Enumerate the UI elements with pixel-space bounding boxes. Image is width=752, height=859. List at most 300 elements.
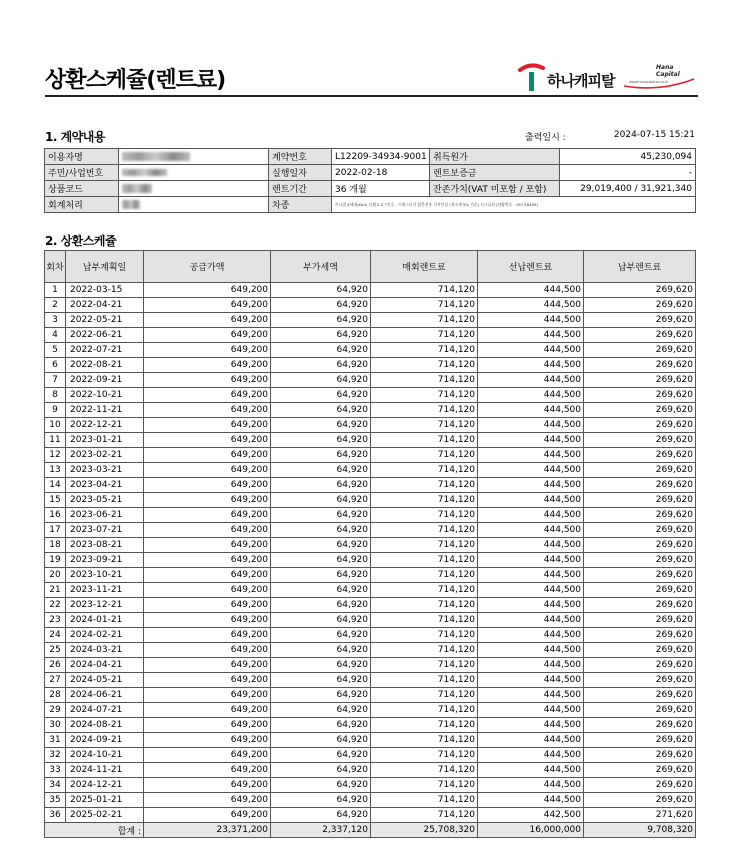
cell-prepaid: 444,500: [478, 283, 584, 298]
cell-payable: 269,620: [584, 433, 696, 448]
vehicle-label: 차종: [269, 197, 332, 213]
cell-supply: 649,200: [144, 538, 271, 553]
cell-rent: 714,120: [371, 433, 478, 448]
cell-vat: 64,920: [271, 538, 371, 553]
cell-supply: 649,200: [144, 478, 271, 493]
acq-cost-value: 45,230,094: [560, 149, 696, 165]
cell-prepaid: 444,500: [478, 328, 584, 343]
cell-prepaid: 444,500: [478, 418, 584, 433]
cell-due-date: 2025-01-21: [66, 793, 144, 808]
cell-due-date: 2023-06-21: [66, 508, 144, 523]
cell-payable: 269,620: [584, 643, 696, 658]
customer-name-redacted: [119, 149, 269, 165]
table-row: [45, 538, 696, 553]
cell-round: 21: [45, 583, 66, 598]
cell-due-date: 2022-12-21: [66, 418, 144, 433]
cell-supply: 649,200: [144, 778, 271, 793]
cell-round: 10: [45, 418, 66, 433]
cell-supply: 649,200: [144, 613, 271, 628]
repayment-schedule-table: [44, 250, 696, 838]
cell-supply: 649,200: [144, 628, 271, 643]
cell-prepaid: 444,500: [478, 298, 584, 313]
cell-rent: 714,120: [371, 418, 478, 433]
cell-vat: 64,920: [271, 763, 371, 778]
cell-due-date: 2023-08-21: [66, 538, 144, 553]
product-code-label: 상품코드: [45, 181, 119, 197]
cell-vat: 64,920: [271, 808, 371, 823]
residual-value: 29,019,400 / 31,921,340: [560, 181, 696, 197]
cell-round: 23: [45, 613, 66, 628]
cell-due-date: 2023-07-21: [66, 523, 144, 538]
cell-rent: 714,120: [371, 283, 478, 298]
deposit-value: -: [560, 165, 696, 181]
term-value: 36 개월: [332, 181, 430, 197]
cell-supply: 649,200: [144, 463, 271, 478]
table-row: [45, 793, 696, 808]
cell-prepaid: 442,500: [478, 808, 584, 823]
cell-round: 16: [45, 508, 66, 523]
cell-due-date: 2022-08-21: [66, 358, 144, 373]
cell-due-date: 2023-11-21: [66, 583, 144, 598]
cell-due-date: 2024-09-21: [66, 733, 144, 748]
table-row: [45, 478, 696, 493]
cell-due-date: 2023-05-21: [66, 493, 144, 508]
cell-vat: 64,920: [271, 613, 371, 628]
cell-vat: 64,920: [271, 448, 371, 463]
id-number-label: 주민/사업번호: [45, 165, 119, 181]
cell-rent: 714,120: [371, 658, 478, 673]
schedule-body: [45, 283, 696, 823]
table-row: [45, 448, 696, 463]
table-row: [45, 298, 696, 313]
cell-due-date: 2024-12-21: [66, 778, 144, 793]
cell-rent: 714,120: [371, 403, 478, 418]
col-rent-header: 매회렌트료: [371, 251, 478, 283]
cell-supply: 649,200: [144, 523, 271, 538]
cell-supply: 649,200: [144, 553, 271, 568]
cell-rent: 714,120: [371, 478, 478, 493]
cell-vat: 64,920: [271, 373, 371, 388]
total-vat: 2,337,120: [271, 823, 371, 838]
cell-rent: 714,120: [371, 733, 478, 748]
cell-due-date: 2024-01-21: [66, 613, 144, 628]
cell-supply: 649,200: [144, 688, 271, 703]
cell-vat: 64,920: [271, 598, 371, 613]
cell-rent: 714,120: [371, 748, 478, 763]
cell-round: 30: [45, 718, 66, 733]
cell-prepaid: 444,500: [478, 478, 584, 493]
cell-payable: 269,620: [584, 658, 696, 673]
table-row: [45, 283, 696, 298]
logo-english: Hana Capital: [656, 64, 680, 78]
cell-supply: 649,200: [144, 313, 271, 328]
cell-supply: 649,200: [144, 718, 271, 733]
cell-prepaid: 444,500: [478, 388, 584, 403]
cell-payable: 269,620: [584, 448, 696, 463]
cell-due-date: 2025-02-21: [66, 808, 144, 823]
title-divider: [45, 95, 698, 97]
col-vat-header: 부가세액: [271, 251, 371, 283]
cell-round: 29: [45, 703, 66, 718]
cell-vat: 64,920: [271, 298, 371, 313]
table-row: [45, 463, 696, 478]
total-label: 합계 :: [45, 823, 144, 838]
cell-round: 28: [45, 688, 66, 703]
table-row: [45, 703, 696, 718]
cell-round: 15: [45, 493, 66, 508]
cell-due-date: 2022-06-21: [66, 328, 144, 343]
cell-vat: 64,920: [271, 718, 371, 733]
cell-due-date: 2023-10-21: [66, 568, 144, 583]
cell-supply: 649,200: [144, 733, 271, 748]
section-schedule-heading: 2. 상환스케쥴: [45, 234, 117, 248]
cell-supply: 649,200: [144, 643, 271, 658]
cell-rent: 714,120: [371, 793, 478, 808]
cell-due-date: 2022-07-21: [66, 343, 144, 358]
cell-payable: 269,620: [584, 778, 696, 793]
cell-vat: 64,920: [271, 313, 371, 328]
total-prepaid: 16,000,000: [478, 823, 584, 838]
table-row: [45, 373, 696, 388]
cell-supply: 649,200: [144, 448, 271, 463]
table-row: [45, 733, 696, 748]
cell-payable: 269,620: [584, 298, 696, 313]
cell-payable: 269,620: [584, 613, 696, 628]
cell-vat: 64,920: [271, 523, 371, 538]
cell-supply: 649,200: [144, 598, 271, 613]
cell-payable: 269,620: [584, 598, 696, 613]
cell-round: 4: [45, 328, 66, 343]
cell-rent: 714,120: [371, 643, 478, 658]
cell-prepaid: 444,500: [478, 433, 584, 448]
cell-round: 18: [45, 538, 66, 553]
table-row: [45, 343, 696, 358]
cell-supply: 649,200: [144, 508, 271, 523]
cell-prepaid: 444,500: [478, 523, 584, 538]
cell-rent: 714,120: [371, 493, 478, 508]
cell-prepaid: 444,500: [478, 538, 584, 553]
cell-round: 34: [45, 778, 66, 793]
accounting-redacted: [119, 197, 269, 213]
cell-rent: 714,120: [371, 718, 478, 733]
cell-prepaid: 444,500: [478, 628, 584, 643]
cell-prepaid: 444,500: [478, 703, 584, 718]
hana-symbol-icon: [517, 62, 547, 94]
cell-due-date: 2023-02-21: [66, 448, 144, 463]
cell-rent: 714,120: [371, 583, 478, 598]
cell-payable: 269,620: [584, 793, 696, 808]
table-row: [45, 673, 696, 688]
cell-vat: 64,920: [271, 673, 371, 688]
cell-round: 13: [45, 463, 66, 478]
table-row: [45, 763, 696, 778]
cell-rent: 714,120: [371, 388, 478, 403]
cell-round: 7: [45, 373, 66, 388]
col-round-header: 회차: [45, 251, 66, 283]
cell-payable: 269,620: [584, 733, 696, 748]
cell-rent: 714,120: [371, 298, 478, 313]
cell-rent: 714,120: [371, 313, 478, 328]
cell-prepaid: 444,500: [478, 613, 584, 628]
cell-vat: 64,920: [271, 478, 371, 493]
cell-rent: 714,120: [371, 598, 478, 613]
cell-round: 32: [45, 748, 66, 763]
logo-korean: 하나캐피탈: [547, 72, 615, 90]
cell-prepaid: 444,500: [478, 463, 584, 478]
cell-payable: 269,620: [584, 478, 696, 493]
product-code-redacted: [119, 181, 269, 197]
table-row: [45, 718, 696, 733]
cell-vat: 64,920: [271, 658, 371, 673]
table-row: [45, 508, 696, 523]
cell-rent: 714,120: [371, 808, 478, 823]
cell-supply: 649,200: [144, 793, 271, 808]
table-row: [45, 433, 696, 448]
table-row: [45, 493, 696, 508]
table-row: [45, 778, 696, 793]
table-row: [45, 568, 696, 583]
schedule-total-row: [45, 823, 696, 838]
cell-rent: 714,120: [371, 343, 478, 358]
cell-supply: 649,200: [144, 298, 271, 313]
cell-round: 9: [45, 403, 66, 418]
schedule-header-row: [45, 251, 696, 283]
cell-prepaid: 444,500: [478, 508, 584, 523]
cell-vat: 64,920: [271, 403, 371, 418]
cell-round: 17: [45, 523, 66, 538]
cell-rent: 714,120: [371, 373, 478, 388]
cell-payable: 269,620: [584, 568, 696, 583]
cell-supply: 649,200: [144, 388, 271, 403]
cell-payable: 269,620: [584, 463, 696, 478]
cell-supply: 649,200: [144, 703, 271, 718]
cell-round: 25: [45, 643, 66, 658]
section-contract-heading: 1. 계약내용: [45, 130, 105, 144]
cell-supply: 649,200: [144, 658, 271, 673]
cell-prepaid: 444,500: [478, 343, 584, 358]
cell-due-date: 2024-10-21: [66, 748, 144, 763]
cell-vat: 64,920: [271, 553, 371, 568]
cell-prepaid: 444,500: [478, 598, 584, 613]
cell-rent: 714,120: [371, 463, 478, 478]
cell-rent: 714,120: [371, 778, 478, 793]
cell-due-date: 2024-06-21: [66, 688, 144, 703]
cell-vat: 64,920: [271, 628, 371, 643]
cell-vat: 64,920: [271, 343, 371, 358]
cell-round: 11: [45, 433, 66, 448]
table-row: [45, 643, 696, 658]
cell-prepaid: 444,500: [478, 553, 584, 568]
cell-vat: 64,920: [271, 793, 371, 808]
cell-vat: 64,920: [271, 418, 371, 433]
cell-supply: 649,200: [144, 418, 271, 433]
cell-supply: 649,200: [144, 373, 271, 388]
cell-supply: 649,200: [144, 748, 271, 763]
cell-rent: 714,120: [371, 568, 478, 583]
cell-payable: 269,620: [584, 313, 696, 328]
cell-payable: 269,620: [584, 703, 696, 718]
cell-supply: 649,200: [144, 808, 271, 823]
cell-prepaid: 444,500: [478, 658, 584, 673]
print-time-label: 출력일시 :: [525, 133, 566, 143]
cell-due-date: 2024-05-21: [66, 673, 144, 688]
cell-rent: 714,120: [371, 553, 478, 568]
cell-vat: 64,920: [271, 733, 371, 748]
cell-due-date: 2024-04-21: [66, 658, 144, 673]
cell-vat: 64,920: [271, 748, 371, 763]
cell-due-date: 2024-11-21: [66, 763, 144, 778]
cell-prepaid: 444,500: [478, 778, 584, 793]
cell-supply: 649,200: [144, 568, 271, 583]
cell-vat: 64,920: [271, 283, 371, 298]
cell-supply: 649,200: [144, 493, 271, 508]
cell-payable: 269,620: [584, 748, 696, 763]
cell-round: 14: [45, 478, 66, 493]
cell-round: 33: [45, 763, 66, 778]
table-row: [45, 403, 696, 418]
cell-payable: 269,620: [584, 418, 696, 433]
cell-payable: 269,620: [584, 343, 696, 358]
cell-rent: 714,120: [371, 508, 478, 523]
table-row: [45, 388, 696, 403]
cell-round: 6: [45, 358, 66, 373]
deposit-label: 렌트보증금: [430, 165, 560, 181]
cell-round: 24: [45, 628, 66, 643]
cell-vat: 64,920: [271, 688, 371, 703]
cell-prepaid: 444,500: [478, 583, 584, 598]
cell-rent: 714,120: [371, 328, 478, 343]
table-row: [45, 313, 696, 328]
cell-supply: 649,200: [144, 343, 271, 358]
table-row: [45, 613, 696, 628]
table-row: [45, 658, 696, 673]
cell-prepaid: 444,500: [478, 673, 584, 688]
cell-rent: 714,120: [371, 688, 478, 703]
cell-payable: 269,620: [584, 358, 696, 373]
logo-swoosh-icon: [622, 76, 697, 90]
cell-due-date: 2022-05-21: [66, 313, 144, 328]
cell-round: 36: [45, 808, 66, 823]
cell-due-date: 2023-09-21: [66, 553, 144, 568]
table-row: [45, 598, 696, 613]
cell-rent: 714,120: [371, 673, 478, 688]
cell-payable: 269,620: [584, 328, 696, 343]
col-supply-header: 공급가액: [144, 251, 271, 283]
cell-rent: 714,120: [371, 628, 478, 643]
cell-vat: 64,920: [271, 388, 371, 403]
cell-round: 26: [45, 658, 66, 673]
cell-rent: 714,120: [371, 448, 478, 463]
cell-round: 1: [45, 283, 66, 298]
cell-supply: 649,200: [144, 328, 271, 343]
cell-payable: 269,620: [584, 373, 696, 388]
table-row: [45, 523, 696, 538]
cell-prepaid: 444,500: [478, 373, 584, 388]
cell-prepaid: 444,500: [478, 733, 584, 748]
cell-due-date: 2022-11-21: [66, 403, 144, 418]
cell-prepaid: 444,500: [478, 313, 584, 328]
table-row: [45, 688, 696, 703]
cell-rent: 714,120: [371, 763, 478, 778]
col-payable-header: 납부렌트료: [584, 251, 696, 283]
cell-prepaid: 444,500: [478, 643, 584, 658]
cell-round: 35: [45, 793, 66, 808]
cell-payable: 269,620: [584, 583, 696, 598]
total-payable: 9,708,320: [584, 823, 696, 838]
table-row: [45, 358, 696, 373]
exec-date-value: 2022-02-18: [332, 165, 430, 181]
cell-prepaid: 444,500: [478, 568, 584, 583]
table-row: [45, 553, 696, 568]
cell-prepaid: 444,500: [478, 448, 584, 463]
cell-due-date: 2022-09-21: [66, 373, 144, 388]
total-rent: 25,708,320: [371, 823, 478, 838]
cell-payable: 269,620: [584, 688, 696, 703]
cell-round: 5: [45, 343, 66, 358]
cell-supply: 649,200: [144, 763, 271, 778]
cell-prepaid: 444,500: [478, 748, 584, 763]
cell-supply: 649,200: [144, 673, 271, 688]
cell-prepaid: 444,500: [478, 688, 584, 703]
cell-vat: 64,920: [271, 508, 371, 523]
cell-rent: 714,120: [371, 613, 478, 628]
table-row: [45, 808, 696, 823]
logo-url: www.hanacapital.co.kr: [629, 80, 669, 84]
contract-no-label: 계약번호: [269, 149, 332, 165]
cell-vat: 64,920: [271, 358, 371, 373]
term-label: 렌트기간: [269, 181, 332, 197]
cell-due-date: 2023-12-21: [66, 598, 144, 613]
cell-rent: 714,120: [371, 358, 478, 373]
cell-vat: 64,920: [271, 703, 371, 718]
cell-due-date: 2024-03-21: [66, 643, 144, 658]
col-due-date-header: 납부계획일: [66, 251, 144, 283]
cell-round: 2: [45, 298, 66, 313]
cell-due-date: 2023-03-21: [66, 463, 144, 478]
cell-prepaid: 444,500: [478, 793, 584, 808]
cell-round: 27: [45, 673, 66, 688]
cell-payable: 269,620: [584, 283, 696, 298]
cell-round: 8: [45, 388, 66, 403]
cell-prepaid: 444,500: [478, 403, 584, 418]
cell-supply: 649,200: [144, 403, 271, 418]
cell-round: 20: [45, 568, 66, 583]
customer-name-label: 이용자명: [45, 149, 119, 165]
cell-payable: 269,620: [584, 523, 696, 538]
cell-payable: 269,620: [584, 553, 696, 568]
cell-due-date: 2022-04-21: [66, 298, 144, 313]
cell-payable: 269,620: [584, 763, 696, 778]
cell-due-date: 2023-04-21: [66, 478, 144, 493]
table-row: [45, 418, 696, 433]
print-time-value: 2024-07-15 15:21: [613, 130, 695, 140]
cell-prepaid: 444,500: [478, 358, 584, 373]
cell-prepaid: 444,500: [478, 718, 584, 733]
cell-vat: 64,920: [271, 463, 371, 478]
cell-vat: 64,920: [271, 643, 371, 658]
cell-vat: 64,920: [271, 583, 371, 598]
residual-label: 잔존가치(VAT 미포함 / 포함): [430, 181, 560, 197]
cell-payable: 269,620: [584, 388, 696, 403]
cell-payable: 271,620: [584, 808, 696, 823]
cell-due-date: 2024-02-21: [66, 628, 144, 643]
exec-date-label: 실행일자: [269, 165, 332, 181]
accounting-label: 회계처리: [45, 197, 119, 213]
vehicle-value: 카니발 4세대(KA4) 디젤 2.2 7인승 - 프레스티지 밝은선홍 가격인상 (개소세 5% 기준) 시그니처 (차량번호 : 197호6409): [332, 197, 696, 213]
cell-round: 19: [45, 553, 66, 568]
cell-rent: 714,120: [371, 523, 478, 538]
cell-payable: 269,620: [584, 508, 696, 523]
